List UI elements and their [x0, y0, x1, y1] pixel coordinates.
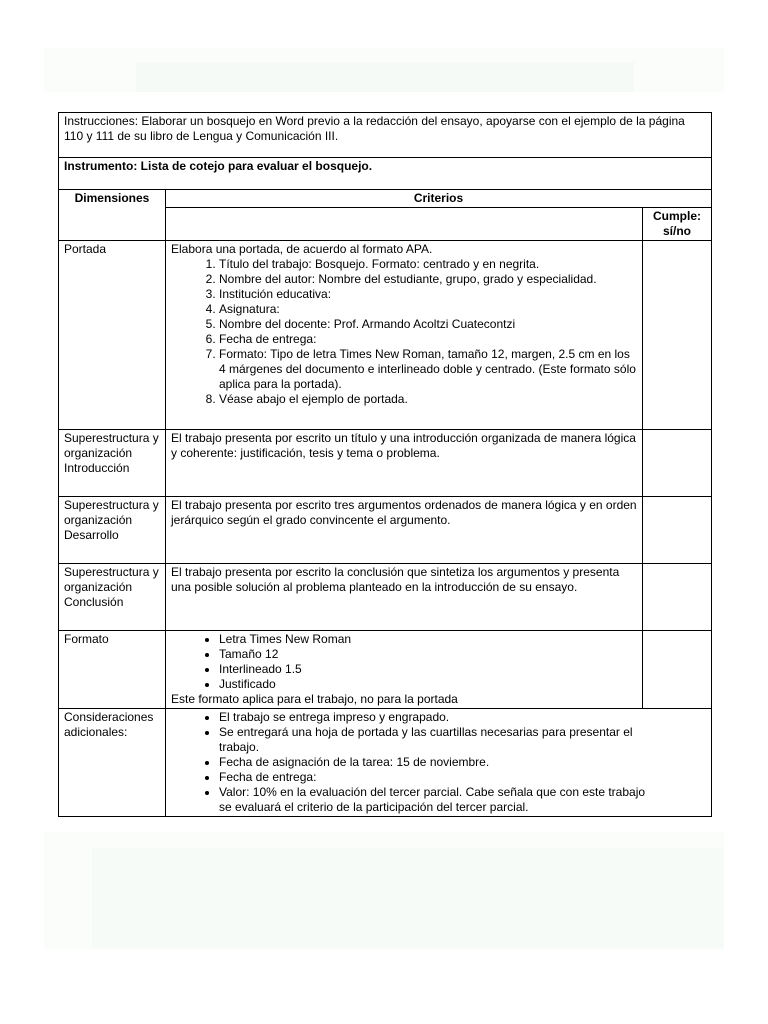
list-item: • Fecha de asignación de la tarea: 15 de noviembre. — [219, 755, 646, 770]
table-row — [59, 430, 712, 497]
table-row — [59, 631, 712, 709]
list-item: • El trabajo se entrega impreso y engrapado. — [219, 710, 646, 725]
complies-cell-desarrollo — [643, 497, 712, 564]
complies-header: Cumple: sí/no — [643, 208, 712, 241]
header-row — [59, 190, 712, 208]
complies-cell-portada — [643, 241, 712, 430]
list-item: 6. Fecha de entrega: — [219, 332, 637, 347]
list-item: • Valor: 10% en la evaluación del tercer parcial. Cabe señala que con este trabajo se evaluará el criterio de la participación del tercer parcial. — [219, 785, 646, 815]
table-row — [59, 497, 712, 564]
instrument-row — [59, 158, 712, 190]
criteria-header: Criterios — [166, 190, 712, 208]
complies-cell-formato — [643, 631, 712, 709]
instructions-row — [59, 113, 712, 158]
criterion-introduccion: El trabajo presenta por escrito un título y una introducción organizada de manera lógica y coherente: justificación, tesis y tema o problema. — [166, 430, 643, 497]
criterion-formato — [166, 631, 643, 709]
dimension-portada: Portada — [59, 241, 166, 430]
dimensions-header: Dimensiones — [59, 190, 166, 241]
instrument-title: Instrumento: Lista de cotejo para evaluar el bosquejo. — [59, 158, 712, 190]
formato-note: Este formato aplica para el trabajo, no para la portada — [171, 692, 458, 706]
consideraciones-items-list — [171, 710, 706, 815]
list-item: • Interlineado 1.5 — [219, 662, 637, 677]
portada-items-list — [171, 257, 637, 407]
list-item: 5. Nombre del docente: Prof. Armando Acoltzi Cuatecontzi — [219, 317, 637, 332]
instructions-text: Instrucciones: Elaborar un bosquejo en Word previo a la redacción del ensayo, apoyarse con el ejemplo de la página 110 y 111 de su libro de Lengua y Comunicación III. — [59, 113, 712, 158]
list-item: 7. Formato: Tipo de letra Times New Roman, tamaño 12, margen, 2.5 cm en los 4 márgenes del documento e interlineado doble y centrado. (Este formato sólo aplica para la portada). — [219, 347, 637, 392]
dimension-formato: Formato — [59, 631, 166, 709]
criterion-consideraciones — [166, 709, 712, 817]
criterion-conclusion: El trabajo presenta por escrito la conclusión que sintetiza los argumentos y presenta una posible solución al problema planteado en la introducción de su ensayo. — [166, 564, 643, 631]
dimension-desarrollo: Superestructura y organización Desarrollo — [59, 497, 166, 564]
checklist-table — [58, 112, 712, 817]
list-item: 8. Véase abajo el ejemplo de portada. — [219, 392, 637, 407]
dimension-conclusion: Superestructura y organización Conclusión — [59, 564, 166, 631]
faded-footer-block — [92, 848, 724, 948]
list-item: • Letra Times New Roman — [219, 632, 637, 647]
list-item: 1. Título del trabajo: Bosquejo. Formato: centrado y en negrita. — [219, 257, 637, 272]
list-item: • Justificado — [219, 677, 637, 692]
list-item: 4. Asignatura: — [219, 302, 637, 317]
criteria-subheader-blank — [166, 208, 643, 241]
complies-cell-conclusion — [643, 564, 712, 631]
formato-items-list — [171, 632, 637, 692]
list-item: • Fecha de entrega: — [219, 770, 646, 785]
list-item: 2. Nombre del autor: Nombre del estudiante, grupo, grado y especialidad. — [219, 272, 637, 287]
dimension-introduccion: Superestructura y organización Introducción — [59, 430, 166, 497]
dimension-consideraciones: Consideraciones adicionales: — [59, 709, 166, 817]
list-item: • Se entregará una hoja de portada y las cuartillas necesarias para presentar el trabajo. — [219, 725, 646, 755]
faded-header-block — [136, 62, 634, 92]
table-row — [59, 241, 712, 430]
table-row — [59, 564, 712, 631]
table-row — [59, 709, 712, 817]
list-item: 3. Institución educativa: — [219, 287, 637, 302]
criterion-desarrollo: El trabajo presenta por escrito tres argumentos ordenados de manera lógica y en orden jerárquico según el grado convincente el argumento. — [166, 497, 643, 564]
criterion-portada — [166, 241, 643, 430]
criterion-portada-intro: Elabora una portada, de acuerdo al formato APA. — [171, 242, 433, 256]
complies-cell-introduccion — [643, 430, 712, 497]
list-item: • Tamaño 12 — [219, 647, 637, 662]
